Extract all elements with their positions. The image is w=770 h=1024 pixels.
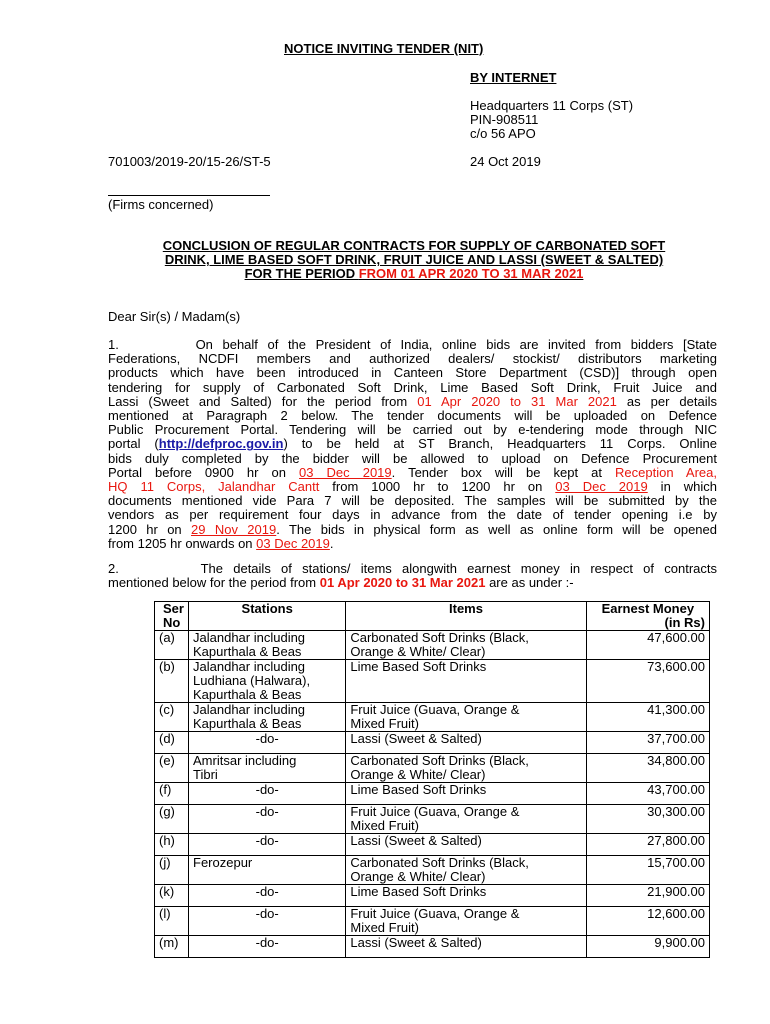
- para1-line: vendors as per requirement four days in advance from the date of tender opening i.e by: [108, 507, 717, 523]
- cell-station-line: Kapurthala & Beas: [193, 644, 302, 659]
- cell-ser: (a): [155, 631, 189, 660]
- cell-item-line: Lime Based Soft Drinks: [350, 782, 487, 797]
- document-date: 24 Oct 2019: [470, 154, 541, 169]
- tender-box-date: 03 Dec 2019: [555, 479, 648, 495]
- para1-text: . Tender box will be kept at: [391, 464, 616, 480]
- subject-period: FROM 01 APR 2020 TO 31 MAR 2021: [358, 266, 584, 281]
- cell-station-line: Jalandhar including: [193, 659, 306, 674]
- cell-station-line: -do-: [255, 833, 279, 848]
- para1-line: [108, 480, 717, 494]
- cell-ser: (c): [155, 703, 189, 732]
- table-row: [155, 732, 710, 754]
- cell-item-line: Orange & White/ Clear): [350, 767, 486, 782]
- cell-item-line: Orange & White/ Clear): [350, 869, 486, 884]
- para1-line: Federations, NCDFI members and authorized dealers/ stockist/ distributors marketing: [108, 351, 717, 367]
- cell-item-line: Lassi (Sweet & Salted): [350, 833, 482, 848]
- header-earnest-money: [586, 602, 709, 631]
- cell-item-line: Fruit Juice (Guava, Orange &: [350, 702, 520, 717]
- cell-item-line: Fruit Juice (Guava, Orange &: [350, 906, 520, 921]
- cell-ser: (k): [155, 885, 189, 907]
- cell-amount: 21,900.00: [586, 885, 709, 907]
- header-earnest-line: (in Rs): [664, 615, 705, 630]
- document-title: NOTICE INVITING TENDER (NIT): [284, 41, 484, 56]
- cell-station-line: Ludhiana (Halwara),: [193, 673, 311, 688]
- para1-text: .: [329, 535, 334, 551]
- subject-line-1: CONCLUSION OF REGULAR CONTRACTS FOR SUPPLY OF CARBONATED SOFT: [162, 238, 666, 253]
- cell-station-line: -do-: [255, 731, 279, 746]
- cell-item: [346, 856, 586, 885]
- cell-item-line: Lassi (Sweet & Salted): [350, 935, 482, 950]
- cell-station: [189, 631, 346, 660]
- cell-ser: (e): [155, 754, 189, 783]
- cell-station-line: Amritsar including: [193, 753, 297, 768]
- para1-line: [108, 537, 717, 551]
- subject-line-2: DRINK, LIME BASED SOFT DRINK, FRUIT JUICE AND LASSI (SWEET & SALTED): [164, 252, 664, 267]
- cell-item-line: Fruit Juice (Guava, Orange &: [350, 804, 520, 819]
- table-row: [155, 856, 710, 885]
- cell-ser: (d): [155, 732, 189, 754]
- cell-item: [346, 732, 586, 754]
- table-row: [155, 885, 710, 907]
- cell-item-line: Carbonated Soft Drinks (Black,: [350, 753, 529, 768]
- cell-amount: 27,800.00: [586, 834, 709, 856]
- cell-item: [346, 703, 586, 732]
- paragraph-2: [108, 562, 717, 590]
- cell-item: [346, 660, 586, 703]
- cell-station: [189, 885, 346, 907]
- subject-period-prefix: FOR THE PERIOD: [244, 266, 359, 281]
- cell-item: [346, 805, 586, 834]
- table-row: [155, 907, 710, 936]
- cell-item: [346, 885, 586, 907]
- cell-station: [189, 856, 346, 885]
- paragraph-1: [108, 338, 717, 551]
- para1-line: bids duly completed by the bidder will be allowed to upload on Defence Procurement: [108, 450, 717, 466]
- cell-station-line: -do-: [255, 906, 279, 921]
- address-line-1: Headquarters 11 Corps (ST): [470, 98, 634, 113]
- tender-box-place: Reception Area,: [615, 464, 717, 480]
- cell-station: [189, 732, 346, 754]
- para1-line: products which have been introduced in Canteen Store Department (CSD)] through open: [108, 365, 717, 381]
- table-body: [155, 631, 710, 958]
- earnest-money-table: [154, 601, 710, 958]
- table-row: [155, 754, 710, 783]
- para1-text: 1200 hr on: [108, 521, 192, 537]
- cell-item: [346, 631, 586, 660]
- cell-amount: 15,700.00: [586, 856, 709, 885]
- cell-ser: (j): [155, 856, 189, 885]
- bid-opening-date: 03 Dec 2019: [256, 535, 330, 551]
- cell-station: [189, 783, 346, 805]
- header-earnest-line: Earnest Money: [601, 601, 695, 616]
- para1-text: Lassi (Sweet and Salted) for the period from: [108, 393, 418, 409]
- address-line-3: c/o 56 APO: [470, 126, 536, 141]
- subject-line-3: [108, 267, 720, 281]
- cell-station-line: -do-: [255, 804, 279, 819]
- para1-text: portal (: [108, 436, 159, 452]
- cell-item-line: Carbonated Soft Drinks (Black,: [350, 630, 529, 645]
- cell-station: [189, 754, 346, 783]
- cell-ser: (f): [155, 783, 189, 805]
- para1-text: . The bids in physical form as well as online form will be opened: [276, 521, 718, 537]
- cell-ser: (l): [155, 907, 189, 936]
- header-ser-no: [155, 602, 189, 631]
- cell-amount: 12,600.00: [586, 907, 709, 936]
- para2-text: are as under :-: [485, 575, 574, 591]
- cell-amount: 47,600.00: [586, 631, 709, 660]
- para1-line: [108, 395, 717, 409]
- header-stations: Stations: [189, 602, 346, 631]
- para1-text: from 1205 hr onwards on: [108, 535, 257, 551]
- table-row: [155, 783, 710, 805]
- para1-text: ) to be held at ST Branch, Headquarters 11 Corps. Online: [283, 436, 717, 452]
- para1-line: mentioned at Paragraph 2 below. The tender documents will be uploaded on Defence: [108, 408, 717, 424]
- subject-heading: [108, 239, 720, 281]
- para2-text: mentioned below for the period from: [108, 575, 320, 591]
- cell-item: [346, 936, 586, 958]
- cell-station-line: Ferozepur: [193, 855, 253, 870]
- sample-submission-date: 29 Nov 2019: [191, 521, 277, 537]
- cell-station: [189, 703, 346, 732]
- header-ser-line: Ser: [163, 601, 184, 616]
- cell-item-line: Lime Based Soft Drinks: [350, 659, 487, 674]
- cell-amount: 30,300.00: [586, 805, 709, 834]
- contract-period: 01 Apr 2020 to 31 Mar 2021: [319, 575, 486, 591]
- table-row: [155, 805, 710, 834]
- cell-item: [346, 754, 586, 783]
- table-row: [155, 660, 710, 703]
- table-row: [155, 834, 710, 856]
- para1-text: in which: [647, 479, 717, 495]
- para1-line: documents mentioned vide Para 7 will be deposited. The samples will be submitted by the: [108, 493, 717, 509]
- tender-box-place-cont: HQ 11 Corps, Jalandhar Cantt: [108, 479, 320, 495]
- defproc-portal-link[interactable]: http://defproc.gov.in: [158, 436, 284, 452]
- cell-station-line: -do-: [255, 782, 279, 797]
- cell-station: [189, 805, 346, 834]
- bid-upload-date: 03 Dec 2019: [299, 464, 392, 480]
- header-items: Items: [346, 602, 586, 631]
- by-internet-label: BY INTERNET: [470, 70, 557, 85]
- addressee-blank-line: [108, 195, 270, 196]
- cell-item-line: Lassi (Sweet & Salted): [350, 731, 482, 746]
- cell-station: [189, 660, 346, 703]
- cell-amount: 37,700.00: [586, 732, 709, 754]
- para1-line: [108, 466, 717, 480]
- cell-item-line: Orange & White/ Clear): [350, 644, 486, 659]
- para1-line: [108, 437, 717, 451]
- cell-item-line: Mixed Fruit): [350, 818, 419, 833]
- table-header-row: [155, 602, 710, 631]
- cell-station-line: Jalandhar including: [193, 702, 306, 717]
- cell-item-line: Carbonated Soft Drinks (Black,: [350, 855, 529, 870]
- tender-period: 01 Apr 2020 to 31 Mar 2021: [417, 393, 617, 409]
- para1-line: 1. On behalf of the President of India, online bids are invited from bidders [State: [108, 337, 717, 352]
- para1-text: from 1000 hr to 1200 hr on: [319, 479, 556, 495]
- cell-station: [189, 936, 346, 958]
- para2-line: [108, 576, 717, 590]
- salutation: Dear Sir(s) / Madam(s): [108, 309, 241, 324]
- cell-ser: (m): [155, 936, 189, 958]
- header-ser-line: No: [163, 615, 181, 630]
- para1-line: Public Procurement Portal. Tendering will be carried out by e-tendering mode through NIC: [108, 422, 717, 438]
- cell-station-line: Kapurthala & Beas: [193, 716, 302, 731]
- address-line-2: PIN-908511: [470, 112, 539, 127]
- addressee: (Firms concerned): [108, 197, 214, 212]
- para1-text: Portal before 0900 hr on: [108, 464, 300, 480]
- table-row: [155, 703, 710, 732]
- cell-amount: 43,700.00: [586, 783, 709, 805]
- cell-station: [189, 907, 346, 936]
- cell-ser: (g): [155, 805, 189, 834]
- cell-station-line: -do-: [255, 935, 279, 950]
- cell-amount: 41,300.00: [586, 703, 709, 732]
- para1-text: as per details: [616, 393, 717, 409]
- para1-line: tendering for supply of Carbonated Soft Drink, Lime Based Soft Drink, Fruit Juice and: [108, 379, 717, 395]
- table-row: [155, 631, 710, 660]
- cell-item: [346, 834, 586, 856]
- cell-station-line: Kapurthala & Beas: [193, 687, 302, 702]
- cell-item: [346, 783, 586, 805]
- table-row: [155, 936, 710, 958]
- cell-ser: (b): [155, 660, 189, 703]
- para2-line: 2. The details of stations/ items alongwith earnest money in respect of contracts: [108, 561, 717, 576]
- cell-item-line: Mixed Fruit): [350, 716, 419, 731]
- para1-line: [108, 523, 717, 537]
- cell-station-line: Tibri: [193, 767, 218, 782]
- cell-amount: 34,800.00: [586, 754, 709, 783]
- cell-station: [189, 834, 346, 856]
- cell-item-line: Mixed Fruit): [350, 920, 419, 935]
- cell-item: [346, 907, 586, 936]
- cell-amount: 73,600.00: [586, 660, 709, 703]
- reference-number: 701003/2019-20/15-26/ST-5: [108, 154, 271, 169]
- cell-ser: (h): [155, 834, 189, 856]
- cell-item-line: Lime Based Soft Drinks: [350, 884, 487, 899]
- cell-station-line: Jalandhar including: [193, 630, 306, 645]
- cell-amount: 9,900.00: [586, 936, 709, 958]
- cell-station-line: -do-: [255, 884, 279, 899]
